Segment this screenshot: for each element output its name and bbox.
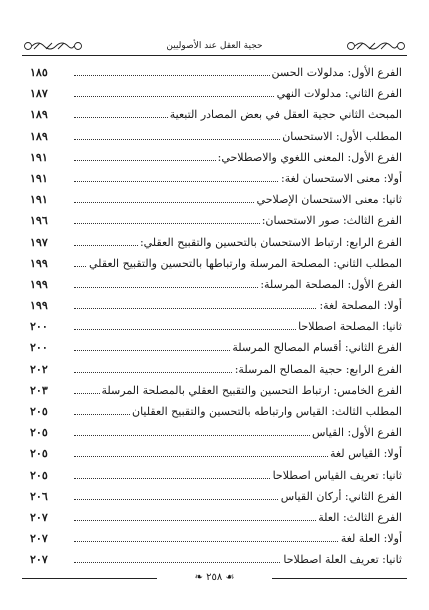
toc-entry-text: الفرع الأول: القياس [311,426,402,440]
footer-ornament-left-icon: ❧ [194,572,207,583]
toc-entry [30,83,402,104]
toc-entry [30,295,402,316]
toc-entry-page: ١٩٩ [30,277,48,291]
toc-entry [30,486,402,507]
toc-entry-page: ٢٠٧ [30,553,48,567]
footer-rule-left [22,578,157,579]
toc-entry [30,401,402,422]
toc-entry [30,232,402,253]
toc-entry-page: ٢٠٧ [30,532,48,546]
toc-entry-text: المطلب الأول: الاستحسان [282,129,402,143]
toc-entry [30,549,402,570]
toc-entry-text: المطلب الثاني: المصلحة المرسلة وارتباطها بالتحسين والتقبيح العقلي [89,256,402,270]
toc-entry [30,210,402,231]
toc-entry-page: ١٩١ [30,171,48,185]
toc-entry-page: ٢٠٢ [30,362,48,376]
toc-entry-text: أولا: المصلحة لغة: [319,299,402,313]
toc-entry-text: الفرع الثاني: مدلولات النهي [276,87,402,101]
toc-entry-text: الفرع الأول: مدلولات الحسن [271,66,402,79]
page-number-value: ٢٥٨ [206,572,223,583]
footer-ornament-right-icon: ☙ [222,572,235,583]
toc-entry-text: الفرع الثالث: صور الاستحسان: [261,214,402,228]
toc-entry-page: ١٨٩ [30,108,48,122]
toc-entry-page: ١٩١ [30,193,48,207]
page-footer [22,570,407,586]
toc-entry [30,126,402,147]
toc-entry [30,104,402,125]
toc-entry-page: ١٩٧ [30,235,48,249]
toc-entry-page: ٢٠٠ [30,341,48,355]
toc-entry-page: ٢٠٦ [30,489,48,503]
toc-entry-text: الفرع الرابع: حجية المصالح المرسلة: [234,362,402,376]
toc-entry-text: المطلب الثالث: القياس وارتباطه بالتحسين والتقبيح العقليان [132,405,402,418]
toc-entry [30,507,402,528]
toc-entry-page: ١٩١ [30,150,48,164]
toc-entry-page: ٢٠٥ [30,468,48,482]
toc-entry [30,147,402,168]
toc-entry-page: ٢٠٧ [30,510,48,524]
toc-entry-text: ثانيا: تعريف القياس اصطلاحا [272,468,402,482]
toc-entry-text: الفرع الأول: المصلحة المرسلة: [260,277,402,291]
toc-entry [30,422,402,443]
toc-entry-text: الفرع الخامس: ارتباط التحسين والتقبيح العقلي بالمصلحة المرسلة [101,383,402,397]
toc-entry-text: الفرع الرابع: ارتباط الاستحسان بالتحسين والتقبيح العقلي: [139,235,402,249]
toc-entry [30,274,402,295]
toc-entry-page: ٢٠٥ [30,426,48,440]
toc-entry-text: أولا: معنى الاستحسان لغة: [281,171,402,185]
toc-entry [30,62,402,83]
page-number [172,570,257,586]
toc-entry [30,168,402,189]
toc-entry-page: ١٩٩ [30,299,48,313]
toc-entry [30,253,402,274]
footer-rule-right [272,578,407,579]
toc-entry [30,465,402,486]
header-title: حجية العقل عند الأصوليين [166,41,263,51]
toc-entry [30,380,402,401]
toc-entry [30,316,402,337]
toc-entry-page: ١٩٩ [30,256,48,270]
toc-entry-text: ثانيا: المصلحة اصطلاحا [298,320,402,334]
running-header [22,38,407,54]
header-ornament-right-icon [345,40,407,52]
toc-entry-text: الفرع الأول: المعنى اللغوي والاصطلاحي: [217,150,402,164]
table-of-contents [30,62,402,571]
toc-entry-page: ٢٠٠ [30,320,48,334]
toc-entry-text: ثانيا: تعريف العلة اصطلاحا [283,553,402,567]
toc-entry [30,189,402,210]
toc-entry-page: ١٨٧ [30,87,48,101]
toc-entry-text: أولا: القياس لغة [330,447,402,461]
toc-entry-page: ٢٠٣ [30,383,48,397]
toc-entry-page: ٢٠٥ [30,447,48,461]
toc-entry-page: ١٨٥ [30,66,48,79]
toc-entry [30,443,402,464]
toc-entry [30,337,402,358]
toc-entry-page: ١٨٩ [30,129,48,143]
toc-entry-text: المبحث الثاني حجية العقل في بعض المصادر التبعية [169,108,402,122]
toc-entry-page: ٢٠٥ [30,405,48,418]
header-rule [22,55,407,56]
toc-entry-text: الفرع الثاني: أقسام المصالح المرسلة [232,341,402,355]
toc-entry [30,359,402,380]
toc-entry-page: ١٩٦ [30,214,48,228]
toc-entry-text: الفرع الثاني: أركان القياس [280,489,402,503]
toc-entry-text: أولا: العلة لغة [340,532,402,546]
toc-entry-text: ثانيا: معنى الاستحسان الإصلاحي [256,193,402,207]
toc-entry-text: الفرع الثالث: العلة [318,510,402,524]
toc-entry [30,528,402,549]
